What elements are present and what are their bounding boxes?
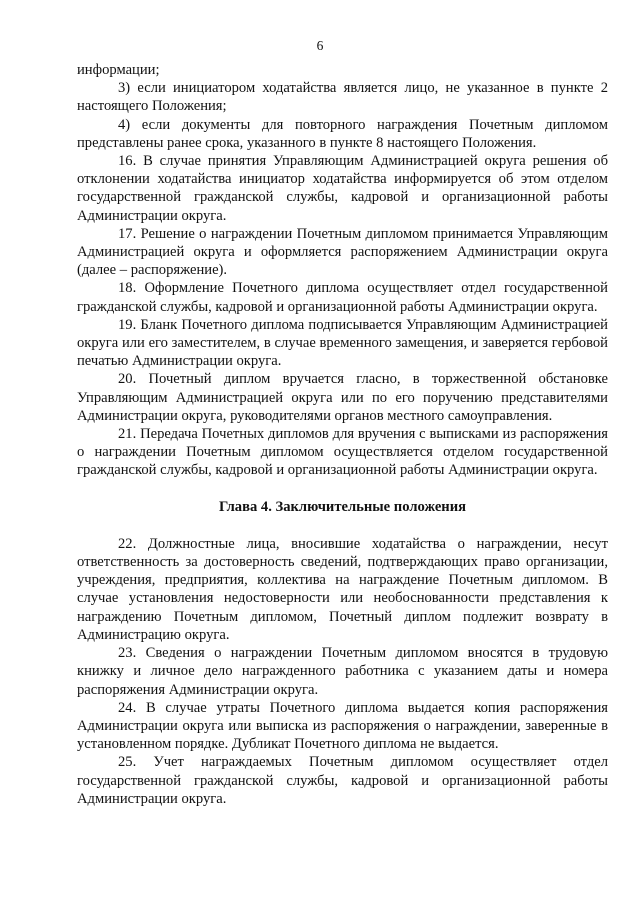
section-bottom [77, 535, 608, 808]
paragraph-16: 16. В случае принятия Управляющим Администрацией округа решения об отклонении ходатайства инициатор ходатайства информируется об этом отделом государственной гражданской службы, кадровой и организационной работы Администрации округа. [77, 153, 608, 224]
document-body [77, 61, 608, 808]
paragraph-19: 19. Бланк Почетного диплома подписывается Управляющим Администрацией округа или его заместителем, в случае временного замещения, и заверяется гербовой печатью Администрации округа. [77, 316, 608, 370]
paragraph-25: 25. Учет награждаемых Почетным дипломом осуществляет отдел государственной гражданской службы, кадровой и организационной работы Администрации округа. [77, 754, 608, 807]
paragraph-item-4: 4) если документы для повторного награждения Почетным дипломом представлены ранее срока, указанного в пункте 8 настоящего Положения. [77, 116, 608, 151]
paragraph-21: 21. Передача Почетных дипломов для вручения с выписками из распоряжения о награждении Почетным дипломом осуществляется отделом государственной гражданской службы, кадровой и организационной работы Администрации округа. [77, 426, 608, 479]
paragraph-23: 23. Сведения о награждении Почетным дипломом вносятся в трудовую книжку и личное дело награжденного работника с указанием даты и номера распоряжения Администрации округа. [77, 645, 608, 698]
paragraph-18: 18. Оформление Почетного диплома осуществляет отдел государственной гражданской службы, кадровой и организационной работы Администрации округа. [77, 280, 608, 315]
chapter-heading: Глава 4. Заключительные положения [218, 498, 467, 515]
paragraph-22: 22. Должностные лица, вносившие ходатайства о награждении, несут ответственность за достоверность сведений, подтверждающих право организации, учреждения, предприятия, коллектива на награждение Почетным дипломом. В случае установления недостоверности или необоснованности представления к награждению Почетным дипломом, Почетный диплом подлежит возврату в Администрацию округа. [77, 535, 608, 643]
paragraph-24: 24. В случае утраты Почетного диплома выдается копия распоряжения Администрации округа или выписка из распоряжения о награждении, заверенные в установленном порядке. Дубликат Почетного диплома не выдается. [77, 699, 608, 753]
paragraph-item-3: 3) если инициатором ходатайства является лицо, не указанное в пункте 2 настоящего Положения; [77, 80, 608, 115]
paragraph-continuation: информации; [77, 62, 160, 78]
paragraph-17: 17. Решение о награждении Почетным дипломом принимается Управляющим Администрацией округа и оформляется распоряжением Администрации округа (далее – распоряжение). [77, 225, 608, 279]
section-top [77, 61, 608, 480]
paragraph-20: 20. Почетный диплом вручается гласно, в торжественной обстановке Управляющим Администрацией округа или по его поручению представителями Администрации округа, руководителями органов местного самоуправления. [77, 371, 608, 424]
page-number: 6 [316, 38, 324, 53]
